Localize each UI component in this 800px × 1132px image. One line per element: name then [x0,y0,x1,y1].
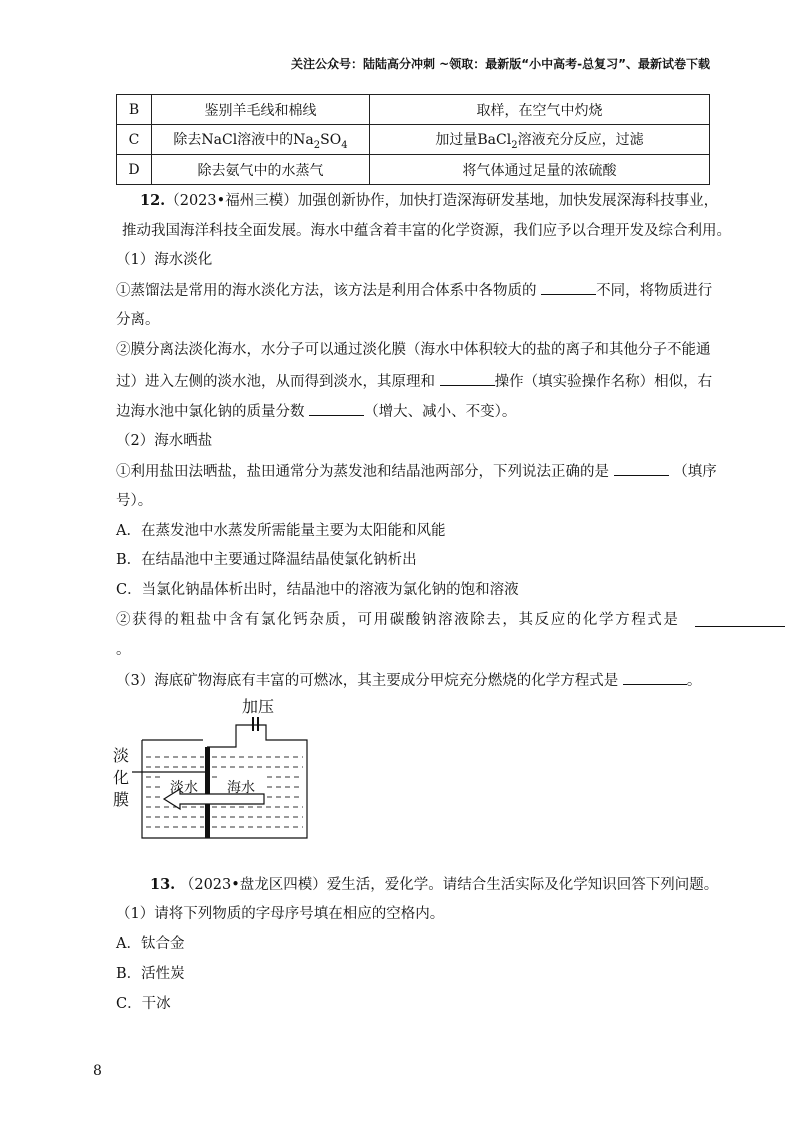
q12-option-c: C．当氯化钠晶体析出时，结晶池中的溶液为氯化钠的饱和溶液 [116,582,519,598]
row-purpose: 鉴别羊毛线和棉线 [152,95,370,125]
q12-part1-title: （1）海水淡化 [116,252,213,268]
q13-part1-title: （1）请将下列物质的字母序号填在相应的空格内。 [116,906,445,922]
answer-blank[interactable] [309,401,364,416]
q12-p2a-line1: ①利用盐田法晒盐，盐田通常分为蒸发池和结晶池两部分，下列说法正确的是 （填序 [116,461,717,482]
answer-blank[interactable] [623,670,687,685]
table-row [117,155,710,185]
row-purpose: 除去氨气中的水蒸气 [152,155,370,185]
q12-p1b-line3: 边海水池中氯化钠的质量分数 （增大、减小、不变）。 [116,401,516,422]
desalination-diagram [112,695,312,845]
q13-option-b: B．活性炭 [116,966,185,982]
q12-p1b-line2: 过）进入左侧的淡水池，从而得到淡水，其原理和 操作（填实验操作名称）相似，右 [116,371,712,392]
row-label: B [117,95,152,125]
answer-blank[interactable] [541,280,596,295]
q12-p1a-line2: 分离。 [116,312,160,328]
q12-p1b-line1: ②膜分离法淡化海水，水分子可以通过淡化膜（海水中体积较大的盐的离子和其他分子不能通 [116,342,711,358]
row-method: 取样，在空气中灼烧 [370,95,710,125]
q13-intro: 13. （2023•盘龙区四模）爱生活，爱化学。请结合生活实际及化学知识回答下列问题。 [150,876,719,893]
page-number: 8 [93,1063,102,1079]
row-method: 加过量BaCl$_2$溶液充分反应，过滤 [370,125,710,155]
row-method: 将气体通过足量的浓硫酸 [370,155,710,185]
q12-part2-title: （2）海水晒盐 [116,433,213,449]
q12-intro-line2: 推动我国海洋科技全面发展。海水中蕴含着丰富的化学资源，我们应予以合理开发及综合利用。 [122,223,731,239]
table-row [117,95,710,125]
q12-part3: （3）海底矿物海底有丰富的可燃冰，其主要成分甲烷充分燃烧的化学方程式是 。 [116,670,701,691]
q12-option-b: B．在结晶池中主要通过降温结晶使氯化钠析出 [116,552,417,568]
row-label: C [117,125,152,155]
q12-option-a: A．在蒸发池中水蒸发所需能量主要为太阳能和风能 [116,523,446,539]
pressure-label: 加压 [242,697,275,716]
q12-p1a-line1: ①蒸馏法是常用的海水淡化方法，该方法是利用合体系中各物质的 不同，将物质进行 [116,280,712,301]
q12-p2b-line1: ②获得的粗盐中含有氯化钙杂质，可用碳酸钠溶液除去，其反应的化学方程式是 [116,612,680,628]
q12-p2a-line2: 号）。 [116,493,153,509]
options-table [116,94,710,185]
answer-blank[interactable] [440,371,495,386]
table-row [117,125,710,155]
membrane [205,747,210,838]
membrane-label-3: 膜 [113,790,130,809]
row-purpose: 除去NaCl溶液中的$Na_2SO_4$ [152,125,370,155]
membrane-label-2: 化 [113,768,130,787]
sea-water-label: 海水 [227,780,255,796]
q13-option-c: C．干冰 [116,996,171,1012]
membrane-label-1: 淡 [113,746,130,765]
q13-option-a: A．钛合金 [116,936,185,952]
q12-intro-line1: 12.（2023•福州三模）加强创新协作，加快打造深海研发基地，加快发展深海科技事业， [140,192,719,209]
answer-blank[interactable] [614,461,669,476]
answer-blank[interactable] [695,612,785,627]
row-label: D [117,155,152,185]
page-header: 关注公众号：陆陆高分冲刺 ~领取：最新版“小中高考-总复习”、最新试卷下载 [291,57,710,71]
q12-p2b-line2: 。 [116,642,131,658]
fresh-water-label: 淡水 [170,780,198,796]
